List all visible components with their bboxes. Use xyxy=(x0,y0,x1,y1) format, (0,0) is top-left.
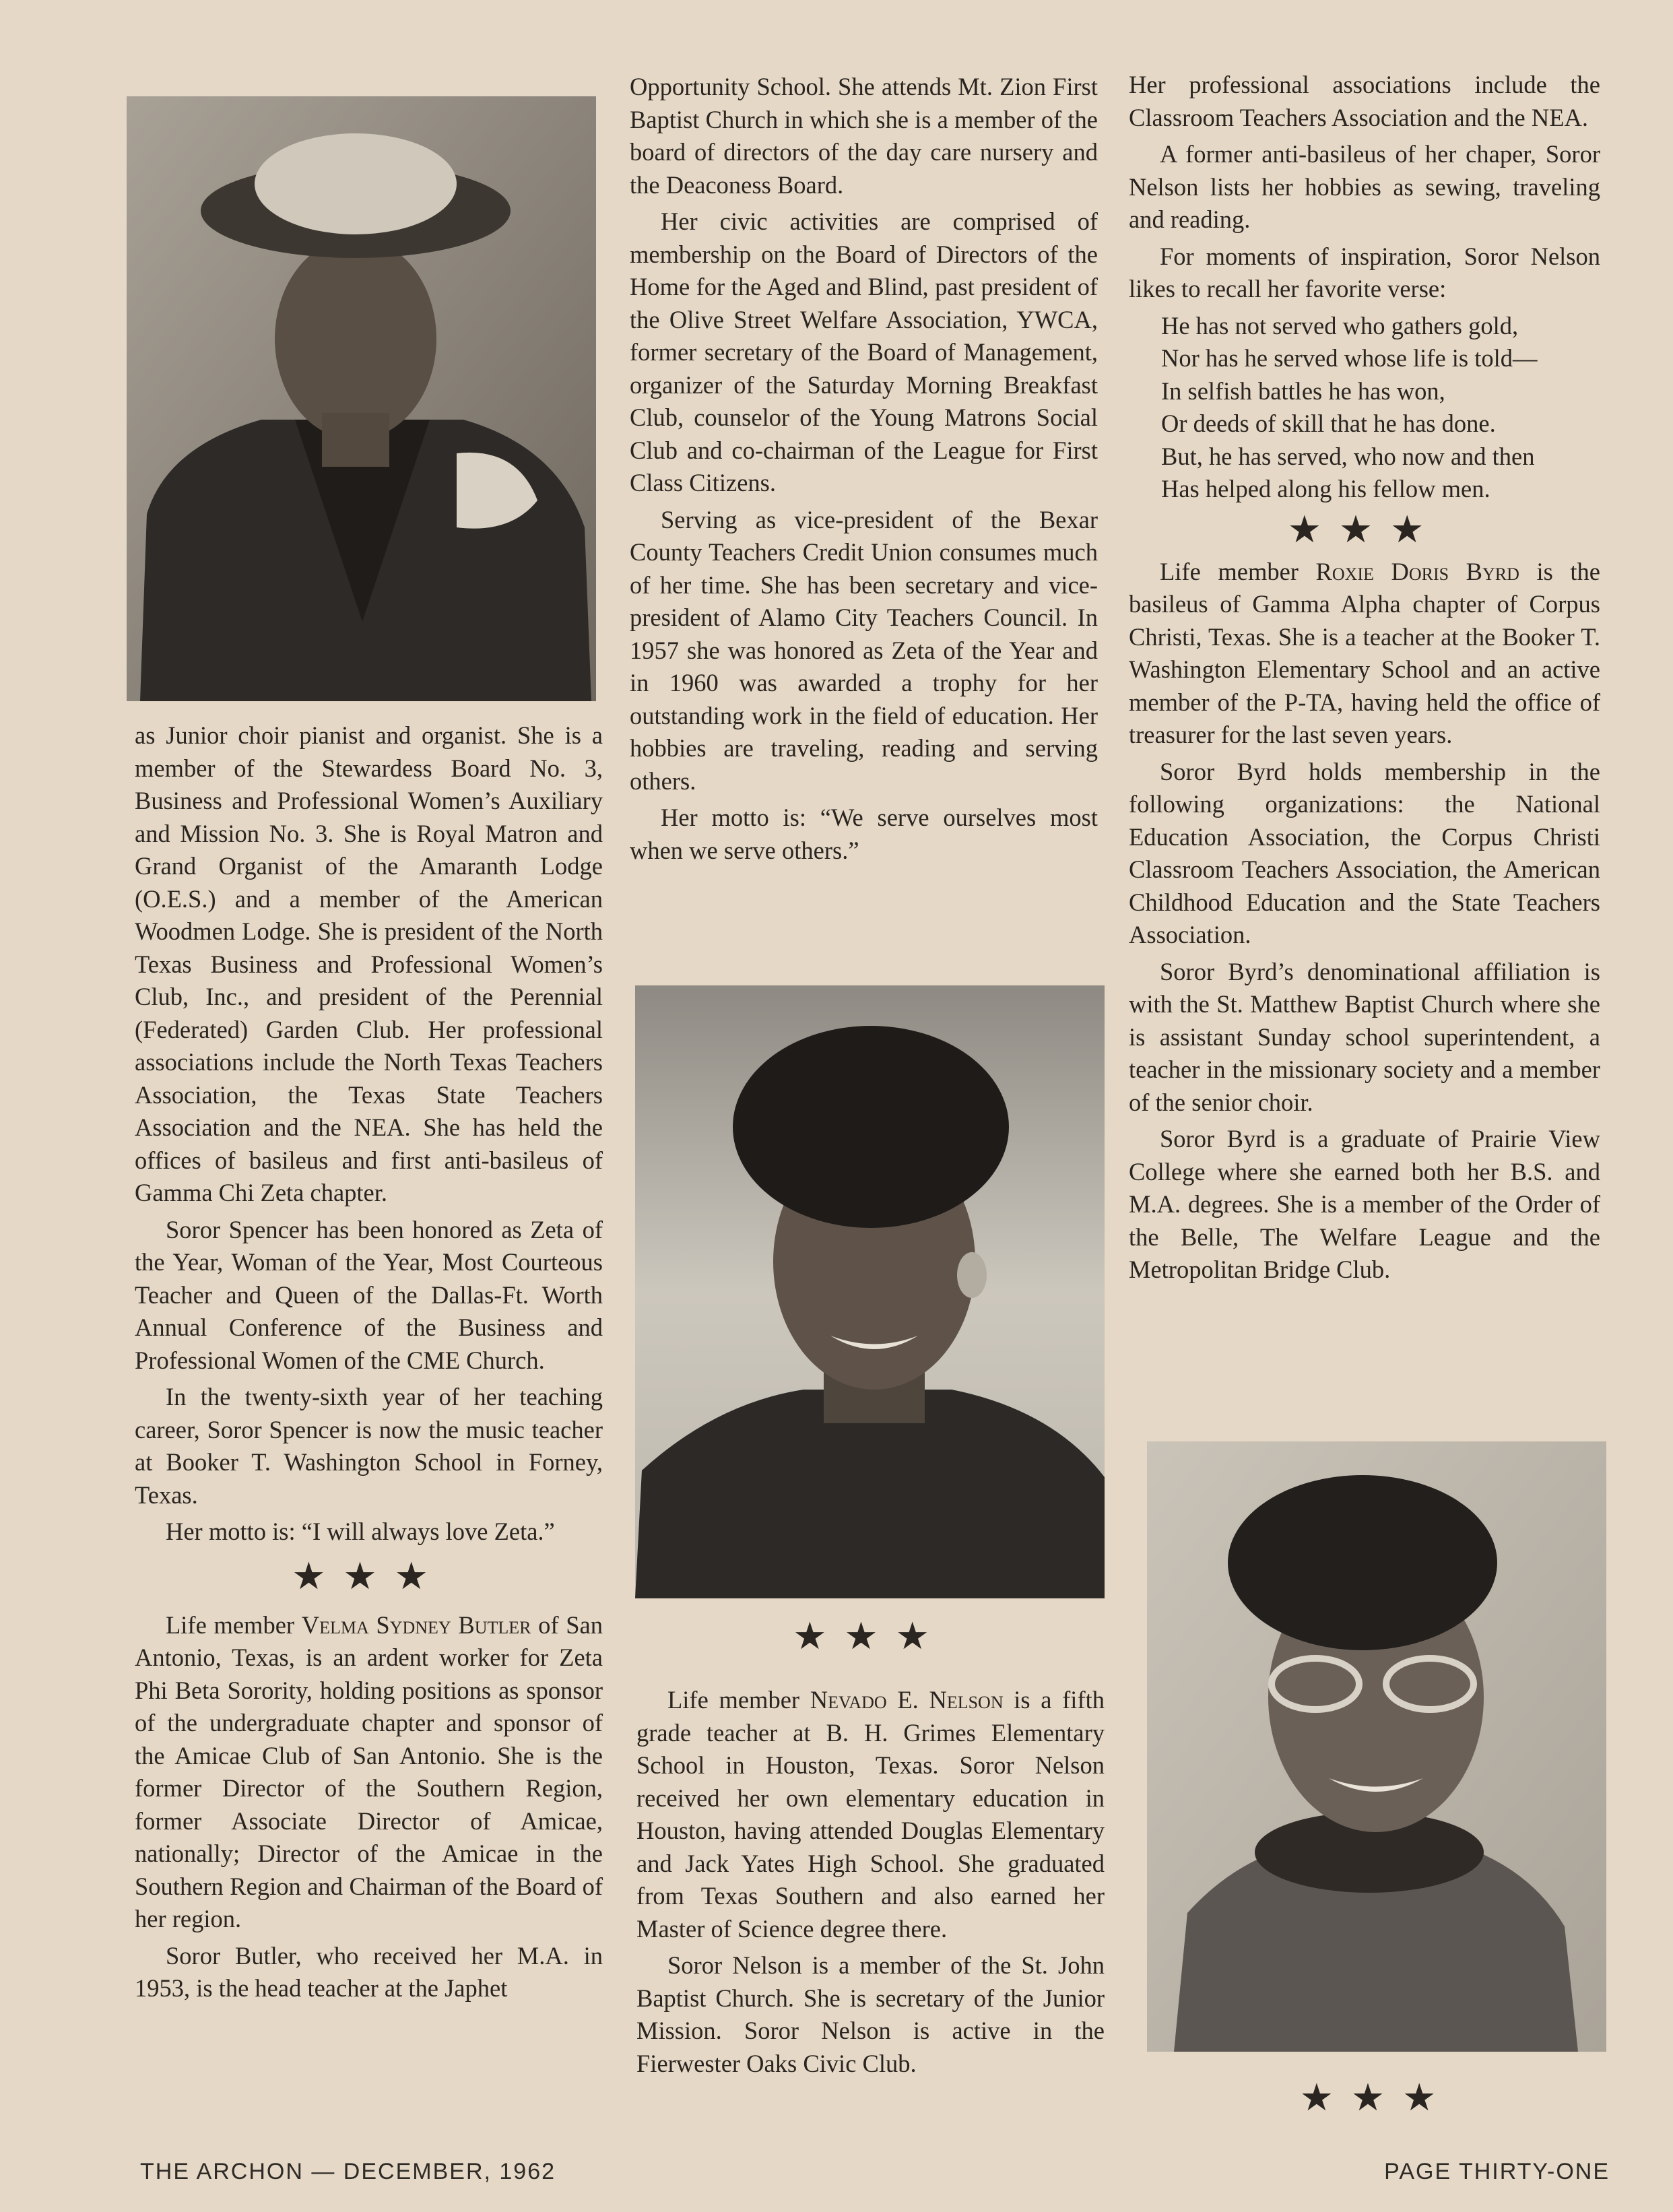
article-column-2-bottom xyxy=(636,1684,1105,2084)
paragraph: Her motto is: “I will always love Zeta.” xyxy=(166,1518,555,1545)
paragraph xyxy=(135,1609,603,1936)
paragraph: Soror Butler, who received her M.A. in 1953, is the head teacher at the Japhet xyxy=(135,1941,603,2002)
article-column-3 xyxy=(1129,69,1600,1291)
footer-publication: THE ARCHON — DECEMBER, 1962 xyxy=(140,2159,556,2184)
paragraph: Soror Spencer has been honored as Zeta of the Year, Woman of the Year, Most Courteous Teacher and Queen of the Dallas-Ft. Worth Annual Conference of the Business and Professional Women of the CME Church. xyxy=(135,1215,603,1374)
paragraph: Soror Nelson is a member of the St. John Baptist Church. She is secretary of the Junior Mission. Soror Nelson is active in the Fierwester Oaks Civic Club. xyxy=(636,1951,1105,2077)
paragraph: Soror Byrd is a graduate of Prairie View College where she earned both her B.S. and M.A. degrees. She is a member of the Order of the Belle, The Welfare League and the Metropolitan Bridge Club. xyxy=(1129,1125,1600,1283)
text-run: is the basileus of Gamma Alpha chapter of Corpus Christi, Texas. She is a teacher at the Booker T. Washington Elementary School and an active member of the P-TA, having held the office of treasurer for the last seven years. xyxy=(1129,557,1600,748)
text-run: Life member xyxy=(667,1686,810,1714)
paragraph: A former anti-basileus of her chaper, Soror Nelson lists her hobbies as sewing, traveling and reading. xyxy=(1129,140,1600,233)
text-run: is a fifth grade teacher at B. H. Grimes Elementary School in Houston, Texas. Soror Nelson received her own elementary education in Houston, having attended Douglas Elementary and Jack Yates High School. She graduated from Texas Southern and also earned her Master of Science degree there. xyxy=(636,1686,1105,1943)
section-divider-stars: ★★★ xyxy=(1287,507,1442,552)
section-divider-stars: ★★★ xyxy=(292,1554,446,1598)
paragraph: Her civic activities are comprised of membership on the Board of Directors of the Home for the Aged and Blind, past president of the Olive Street Welfare Association, YWCA, former secretary of the Board of Management, organizer of the Saturday Morning Breakfast Club, counselor of the Young Matrons Social Club and co-chairman of the League for First Class Citizens. xyxy=(630,207,1098,496)
member-name: Velma Sydney Butler xyxy=(301,1611,531,1639)
member-name: Nevado E. Nelson xyxy=(810,1686,1004,1714)
paragraph: Her professional associations include the Classroom Teachers Association and the NEA. xyxy=(1129,71,1600,131)
paragraph: Serving as vice-president of the Bexar County Teachers Credit Union consumes much of her time. She has been secretary and vice-president of Alamo City Teachers Council. In 1957 she was honored as Zeta of the Year and in 1960 was awarded a trophy for her outstanding work in the field of education. Her hobbies are traveling, reading and serving others. xyxy=(630,505,1098,795)
poem-line: Nor has he served whose life is told— xyxy=(1161,344,1538,372)
paragraph: Her motto is: “We serve ourselves most when we serve others.” xyxy=(630,804,1098,864)
section-divider-stars: ★★★ xyxy=(793,1615,947,1658)
article-column-1 xyxy=(135,719,603,2009)
poem-line: But, he has served, who now and then xyxy=(1161,442,1535,470)
article-column-2-top xyxy=(630,71,1098,871)
portrait-photo-byrd xyxy=(1147,1441,1606,2052)
paragraph: Soror Byrd holds membership in the following organizations: the National Education Association, the Corpus Christi Classroom Teachers Association, the American Childhood Education and the State Teachers Association. xyxy=(1129,757,1600,948)
text-run: Life member xyxy=(166,1611,302,1639)
section-divider-stars: ★★★ xyxy=(1299,2076,1454,2120)
paragraph: In the twenty-sixth year of her teaching career, Soror Spencer is now the music teacher at Booker T. Washington School in Forney, Texas. xyxy=(135,1383,603,1509)
text-run: of San Antonio, Texas, is an ardent worker for Zeta Phi Beta Sorority, holding positions as sponsor of the undergraduate chapter and sponsor of the Amicae Club of San Antonio. She is the former Director of the Southern Region, former Associate Director of Amicae, nationally; Director of the Amicae in the Southern Region and Chairman of the Board of her region. xyxy=(135,1611,603,1932)
poem-line: Has helped along his fellow men. xyxy=(1161,475,1490,502)
paragraph: Soror Byrd’s denominational affiliation is with the St. Matthew Baptist Church where she is assistant Sunday school superintendent, a teacher in the missionary society and a member of the senior choir. xyxy=(1129,957,1600,1116)
portrait-photo-nelson xyxy=(635,985,1105,1598)
poem-line: In selfish battles he has won, xyxy=(1161,377,1445,405)
text-run: Life member xyxy=(1160,557,1316,585)
paragraph xyxy=(1129,556,1600,752)
footer-page-number: PAGE THIRTY-ONE xyxy=(1384,2159,1610,2184)
member-name: Roxie Doris Byrd xyxy=(1315,557,1519,585)
paragraph xyxy=(636,1684,1105,1945)
paragraph: Opportunity School. She attends Mt. Zion First Baptist Church in which she is a member of the board of directors of the day care nursery and the Deaconess Board. xyxy=(630,73,1098,199)
paragraph: as Junior choir pianist and organist. She is a member of the Stewardess Board No. 3, Business and Professional Women’s Auxiliary and Mission No. 3. She is Royal Matron and Grand Organist of the Amaranth Lodge (O.E.S.) and a member of the American Woodmen Lodge. She is president of the North Texas Business and Professional Women’s Club, Inc., and president of the Perennial (Federated) Garden Club. Her professional associations include the North Texas Teachers Association, the Texas State Teachers Association and the NEA. She has held the offices of basileus and first anti-basileus of Gamma Chi Zeta chapter. xyxy=(135,721,603,1206)
poem-line: Or deeds of skill that he has done. xyxy=(1161,410,1496,437)
poem-line: He has not served who gathers gold, xyxy=(1161,311,1519,339)
paragraph: For moments of inspiration, Soror Nelson likes to recall her favorite verse: xyxy=(1129,242,1600,302)
portrait-photo-spencer xyxy=(127,96,596,701)
